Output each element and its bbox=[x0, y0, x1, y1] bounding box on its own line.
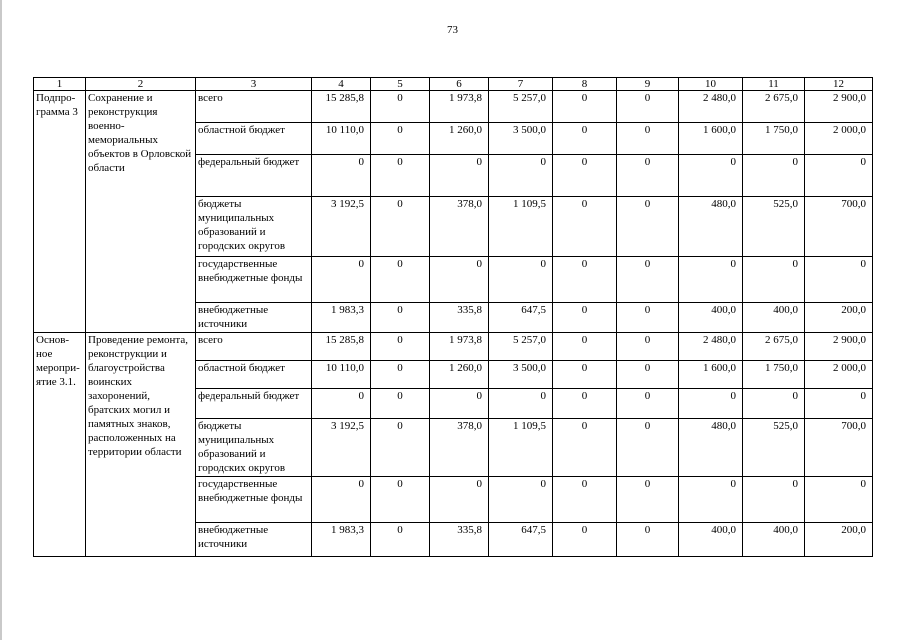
amount-cell: 1 260,0 bbox=[430, 361, 489, 389]
amount-cell: 400,0 bbox=[679, 303, 743, 333]
amount-cell: 400,0 bbox=[743, 523, 805, 557]
amount-cell: 378,0 bbox=[430, 419, 489, 477]
amount-cell: 0 bbox=[371, 419, 430, 477]
amount-cell: 0 bbox=[679, 155, 743, 197]
amount-cell: 1 600,0 bbox=[679, 361, 743, 389]
amount-cell: 0 bbox=[553, 91, 617, 123]
amount-cell: 0 bbox=[617, 477, 679, 523]
amount-cell: 0 bbox=[617, 333, 679, 361]
funding-source: федеральный бюджет bbox=[196, 389, 312, 419]
amount-cell: 335,8 bbox=[430, 303, 489, 333]
amount-cell: 0 bbox=[805, 257, 873, 303]
column-header: 4 bbox=[312, 78, 371, 91]
amount-cell: 0 bbox=[679, 257, 743, 303]
amount-cell: 1 973,8 bbox=[430, 333, 489, 361]
amount-cell: 0 bbox=[553, 123, 617, 155]
amount-cell: 0 bbox=[743, 155, 805, 197]
column-header: 6 bbox=[430, 78, 489, 91]
amount-cell: 0 bbox=[617, 197, 679, 257]
amount-cell: 525,0 bbox=[743, 197, 805, 257]
amount-cell: 200,0 bbox=[805, 303, 873, 333]
program-code-line: Основ- bbox=[36, 334, 70, 346]
funding-source: всего bbox=[196, 333, 312, 361]
amount-cell: 10 110,0 bbox=[312, 361, 371, 389]
column-header: 2 bbox=[86, 78, 196, 91]
funding-source: бюджеты муниципальных образований и городских округов bbox=[196, 419, 312, 477]
amount-cell: 0 bbox=[617, 361, 679, 389]
amount-cell: 0 bbox=[371, 155, 430, 197]
amount-cell: 0 bbox=[312, 257, 371, 303]
column-header: 3 bbox=[196, 78, 312, 91]
amount-cell: 2 480,0 bbox=[679, 333, 743, 361]
amount-cell: 3 500,0 bbox=[489, 123, 553, 155]
budget-table bbox=[33, 77, 873, 557]
amount-cell: 0 bbox=[679, 389, 743, 419]
amount-cell: 15 285,8 bbox=[312, 333, 371, 361]
amount-cell: 0 bbox=[553, 389, 617, 419]
amount-cell: 1 983,3 bbox=[312, 523, 371, 557]
amount-cell: 0 bbox=[553, 419, 617, 477]
table-row bbox=[34, 333, 873, 361]
amount-cell: 10 110,0 bbox=[312, 123, 371, 155]
amount-cell: 0 bbox=[805, 155, 873, 197]
amount-cell: 15 285,8 bbox=[312, 91, 371, 123]
amount-cell: 1 109,5 bbox=[489, 419, 553, 477]
amount-cell: 0 bbox=[430, 389, 489, 419]
amount-cell: 0 bbox=[489, 155, 553, 197]
amount-cell: 700,0 bbox=[805, 197, 873, 257]
amount-cell: 0 bbox=[312, 155, 371, 197]
amount-cell: 0 bbox=[553, 361, 617, 389]
program-code-line: ятие 3.1. bbox=[36, 376, 76, 388]
funding-source: бюджеты муниципальных образований и городских округов bbox=[196, 197, 312, 257]
amount-cell: 400,0 bbox=[743, 303, 805, 333]
amount-cell: 2 480,0 bbox=[679, 91, 743, 123]
program-code-line: Подпро- bbox=[36, 92, 76, 104]
program-code-line: грамма 3 bbox=[36, 106, 78, 118]
amount-cell: 2 000,0 bbox=[805, 123, 873, 155]
program-code-line: ное bbox=[36, 348, 53, 360]
amount-cell: 0 bbox=[617, 123, 679, 155]
amount-cell: 0 bbox=[489, 477, 553, 523]
program-code bbox=[34, 333, 86, 557]
amount-cell: 2 675,0 bbox=[743, 333, 805, 361]
amount-cell: 2 900,0 bbox=[805, 333, 873, 361]
amount-cell: 2 000,0 bbox=[805, 361, 873, 389]
amount-cell: 0 bbox=[553, 257, 617, 303]
program-code-line: меропри- bbox=[36, 362, 80, 374]
amount-cell: 0 bbox=[617, 257, 679, 303]
amount-cell: 0 bbox=[553, 303, 617, 333]
amount-cell: 1 973,8 bbox=[430, 91, 489, 123]
amount-cell: 0 bbox=[312, 389, 371, 419]
amount-cell: 700,0 bbox=[805, 419, 873, 477]
amount-cell: 3 500,0 bbox=[489, 361, 553, 389]
amount-cell: 0 bbox=[371, 91, 430, 123]
amount-cell: 0 bbox=[371, 197, 430, 257]
amount-cell: 335,8 bbox=[430, 523, 489, 557]
table-body bbox=[34, 91, 873, 557]
amount-cell: 0 bbox=[617, 303, 679, 333]
amount-cell: 0 bbox=[553, 477, 617, 523]
page-number: 73 bbox=[447, 24, 458, 36]
amount-cell: 0 bbox=[617, 389, 679, 419]
amount-cell: 3 192,5 bbox=[312, 419, 371, 477]
amount-cell: 0 bbox=[743, 477, 805, 523]
amount-cell: 0 bbox=[312, 477, 371, 523]
amount-cell: 2 675,0 bbox=[743, 91, 805, 123]
amount-cell: 1 983,3 bbox=[312, 303, 371, 333]
amount-cell: 0 bbox=[617, 155, 679, 197]
amount-cell: 0 bbox=[617, 523, 679, 557]
amount-cell: 1 600,0 bbox=[679, 123, 743, 155]
amount-cell: 0 bbox=[430, 155, 489, 197]
program-code bbox=[34, 91, 86, 333]
program-name: Сохранение и реконструкция военно-мемориальных объектов в Орловской области bbox=[86, 91, 196, 333]
funding-source: федеральный бюджет bbox=[196, 155, 312, 197]
column-header: 9 bbox=[617, 78, 679, 91]
amount-cell: 0 bbox=[489, 389, 553, 419]
amount-cell: 3 192,5 bbox=[312, 197, 371, 257]
amount-cell: 0 bbox=[553, 197, 617, 257]
funding-source: областной бюджет bbox=[196, 123, 312, 155]
amount-cell: 0 bbox=[679, 477, 743, 523]
table-row bbox=[34, 91, 873, 123]
amount-cell: 0 bbox=[617, 91, 679, 123]
funding-source: государственные внебюджетные фонды bbox=[196, 477, 312, 523]
funding-source: областной бюджет bbox=[196, 361, 312, 389]
column-header: 5 bbox=[371, 78, 430, 91]
header-row bbox=[34, 78, 873, 91]
amount-cell: 378,0 bbox=[430, 197, 489, 257]
scan-left-edge bbox=[0, 0, 2, 640]
funding-source: внебюджетные источники bbox=[196, 303, 312, 333]
amount-cell: 1 109,5 bbox=[489, 197, 553, 257]
funding-source: внебюджетные источники bbox=[196, 523, 312, 557]
amount-cell: 0 bbox=[743, 389, 805, 419]
amount-cell: 0 bbox=[553, 523, 617, 557]
column-header: 12 bbox=[805, 78, 873, 91]
amount-cell: 1 750,0 bbox=[743, 123, 805, 155]
amount-cell: 0 bbox=[371, 361, 430, 389]
amount-cell: 0 bbox=[371, 257, 430, 303]
amount-cell: 0 bbox=[430, 257, 489, 303]
column-header: 1 bbox=[34, 78, 86, 91]
funding-source: государственные внебюджетные фонды bbox=[196, 257, 312, 303]
column-header: 11 bbox=[743, 78, 805, 91]
amount-cell: 0 bbox=[371, 523, 430, 557]
amount-cell: 0 bbox=[371, 477, 430, 523]
amount-cell: 0 bbox=[743, 257, 805, 303]
funding-source: всего bbox=[196, 91, 312, 123]
amount-cell: 200,0 bbox=[805, 523, 873, 557]
amount-cell: 0 bbox=[805, 389, 873, 419]
amount-cell: 525,0 bbox=[743, 419, 805, 477]
amount-cell: 1 260,0 bbox=[430, 123, 489, 155]
amount-cell: 5 257,0 bbox=[489, 333, 553, 361]
amount-cell: 0 bbox=[371, 389, 430, 419]
amount-cell: 2 900,0 bbox=[805, 91, 873, 123]
amount-cell: 0 bbox=[371, 333, 430, 361]
amount-cell: 0 bbox=[553, 155, 617, 197]
amount-cell: 0 bbox=[553, 333, 617, 361]
amount-cell: 0 bbox=[430, 477, 489, 523]
amount-cell: 5 257,0 bbox=[489, 91, 553, 123]
amount-cell: 0 bbox=[371, 303, 430, 333]
amount-cell: 480,0 bbox=[679, 197, 743, 257]
amount-cell: 0 bbox=[805, 477, 873, 523]
program-name: Проведение ремонта, реконструкции и благоустройства воинских захоронений, братских могил и памятных знаков, расположенных на территории области bbox=[86, 333, 196, 557]
column-header: 8 bbox=[553, 78, 617, 91]
column-header: 7 bbox=[489, 78, 553, 91]
amount-cell: 0 bbox=[617, 419, 679, 477]
amount-cell: 647,5 bbox=[489, 523, 553, 557]
amount-cell: 0 bbox=[371, 123, 430, 155]
amount-cell: 647,5 bbox=[489, 303, 553, 333]
amount-cell: 0 bbox=[489, 257, 553, 303]
amount-cell: 1 750,0 bbox=[743, 361, 805, 389]
column-header: 10 bbox=[679, 78, 743, 91]
amount-cell: 480,0 bbox=[679, 419, 743, 477]
amount-cell: 400,0 bbox=[679, 523, 743, 557]
